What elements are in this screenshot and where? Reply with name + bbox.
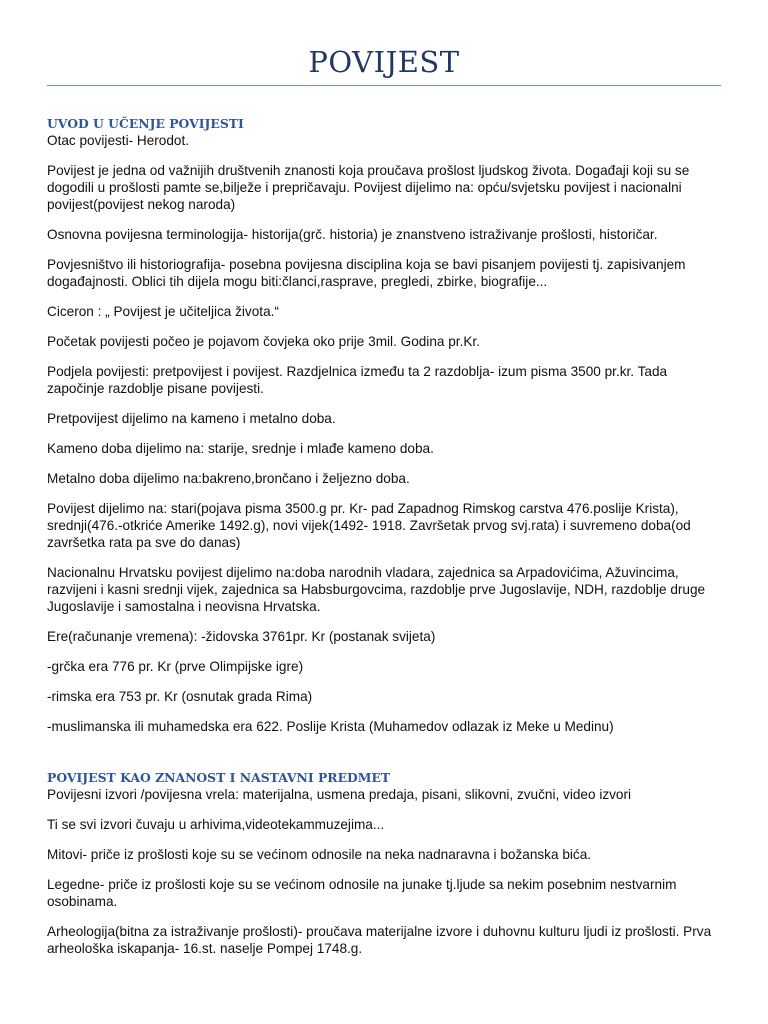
paragraph: Ciceron : „ Povijest je učiteljica života.“ [47, 304, 279, 319]
paragraph: Otac povijesti- Herodot. [47, 133, 190, 148]
paragraph: Osnovna povijesna terminologija- historija(grč. historia) je znanstveno istraživanje prošlosti, historičar. [47, 227, 658, 242]
paragraph: Mitovi- priče iz prošlosti koje su se većinom odnosile na neka nadnaravna i božanska bića. [47, 847, 592, 862]
paragraph: Kameno doba dijelimo na: starije, srednje i mlađe kameno doba. [47, 441, 434, 456]
paragraph: Pretpovijest dijelimo na kameno i metalno doba. [47, 411, 336, 426]
paragraph: Ti se svi izvori čuvaju u arhivima,videotekammuzejima... [47, 817, 385, 832]
paragraph: Nacionalnu Hrvatsku povijest dijelimo na:doba narodnih vladara, zajednica sa Arpadovićima, Ažuvincima, razvijeni i kasni srednji vijek, zajednica sa Habsburgovcima, razdoblje prve Jugoslavije, NDH, razdoblje druge Jugoslavije i samostalna i neovisna Hrvatska. [47, 565, 706, 614]
paragraph: Početak povijesti počeo je pojavom čovjeka oko prije 3mil. Godina pr.Kr. [47, 334, 480, 349]
section-spacer [47, 748, 727, 769]
paragraph: Metalno doba dijelimo na:bakreno,brončano i željezno doba. [47, 471, 410, 486]
paragraph: Arheologija(bitna za istraživanje prošlosti)- proučava materijalne izvore i duhovnu kulturu ljudi iz prošlosti. Prva arheološka iskapanja- 16.st. naselje Pompej 1748.g. [47, 924, 712, 956]
paragraph: Podjela povijesti: pretpovijest i povijest. Razdjelnica između ta 2 razdoblja- izum pisma 3500 pr.kr. Tada započinje razdoblje pisane povijesti. [47, 364, 668, 396]
paragraph: Povijest dijelimo na: stari(pojava pisma 3500.g pr. Kr- pad Zapadnog Rimskog carstva 476.poslije Krista), srednji(476.-otkriće Amerike 1492.g), novi vijek(1492- 1918. Završetak prvog svj.rata) i suvremeno doba(od završetka rata pa sve do danas) [47, 501, 691, 550]
section-heading: POVIJEST KAO ZNANOST I NASTAVNI PREDMET [47, 770, 391, 785]
paragraph: Legedne- priče iz prošlosti koje su se većinom odnosile na junake tj.ljude sa nekim posebnim nestvarnim osobinama. [47, 877, 677, 909]
paragraph: Ere(računanje vremena): -židovska 3761pr. Kr (postanak svijeta) [47, 629, 436, 644]
paragraph: Povjesništvo ili historiografija- posebna povijesna disciplina koja se bavi pisanjem povijesti tj. zapisivanjem događajnosti. Oblici tih dijela mogu biti:članci,rasprave, pregledi, zbirke, biografije... [47, 257, 686, 289]
paragraph: Povijesni izvori /povijesna vrela: materijalna, usmena predaja, pisani, slikovni, zvučni, video izvori [47, 787, 632, 802]
document-body [47, 115, 727, 970]
document-title: POVIJEST [308, 45, 460, 79]
paragraph: Povijest je jedna od važnijih društvenih znanosti koja proučava prošlost ljudskog života. Događaji koji su se dogodili u prošlosti pamte se,bilježe i prepričavaju. Povijest dijelimo na: opću/svjetsku povijest i nacionalni povijest(povijest nekog naroda) [47, 163, 690, 212]
paragraph: -rimska era 753 pr. Kr (osnutak grada Rima) [47, 689, 313, 704]
paragraph: -muslimanska ili muhamedska era 622. Poslije Krista (Muhamedov odlazak iz Meke u Medinu) [47, 719, 614, 734]
section-intro [47, 115, 727, 735]
title-divider [47, 85, 721, 86]
section-heading: UVOD U UČENJE POVIJESTI [47, 116, 244, 131]
paragraph: -grčka era 776 pr. Kr (prve Olimpijske igre) [47, 659, 304, 674]
section-science [47, 769, 727, 957]
